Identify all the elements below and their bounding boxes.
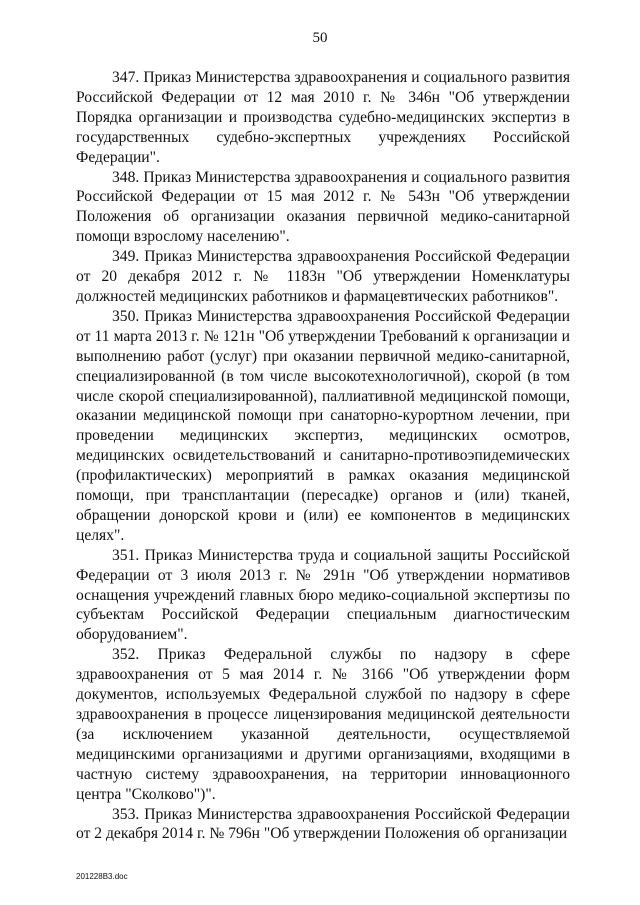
list-item: 348. Приказ Министерства здравоохранения и социального развития Российской Федерации от 15 мая 2012 г. № 543н "Об утверждении Положения об организации оказания первичной медико-санитарной помощи взрослому населению". xyxy=(76,168,570,246)
list-item: 349. Приказ Министерства здравоохранения Российской Федерации от 20 декабря 2012 г. № 1183н "Об утверждении Номенклатуры должностей медицинских работников и фармацевтических работников". xyxy=(76,248,570,305)
list-item: 351. Приказ Министерства труда и социальной защиты Российской Федерации от 3 июля 2013 г. № 291н "Об утверждении нормативов оснащения учреждений главных бюро медико-социальной экспертизы по субъектам Российской Федерации специальным диагностическим оборудованием". xyxy=(76,546,570,644)
list-item: 353. Приказ Министерства здравоохранения Российской Федерации от 2 декабря 2014 г. № 796н "Об утверждении Положения об организации xyxy=(76,805,570,843)
document-body xyxy=(76,68,570,844)
file-name-footer: 201228В3.doc xyxy=(76,872,128,881)
page-number: 50 xyxy=(312,30,328,46)
list-item: 347. Приказ Министерства здравоохранения и социального развития Российской Федерации от 12 мая 2010 г. № 346н "Об утверждении Порядка организации и производства судебно-медицинских экспертиз в государственных судебно-экспертных учреждениях Российской Федерации". xyxy=(76,69,570,166)
list-item: 352. Приказ Федеральной службы по надзору в сфере здравоохранения от 5 мая 2014 г. № 3166 "Об утверждении форм документов, используемых Федеральной службой по надзору в сфере здравоохранения в процессе лицензирования медицинской деятельности (за исключением указанной деятельности, осуществляемой медицинскими организациями и другими организациями, входящими в частную систему здравоохранения, на территории инновационного центра "Сколково")". xyxy=(76,646,570,803)
list-item: 350. Приказ Министерства здравоохранения Российской Федерации от 11 марта 2013 г. № 121н "Об утверждении Требований к организации и выполнению работ (услуг) при оказании первичной медико-санитарной, специализированной (в том числе высокотехнологичной), скорой (в том числе скорой специализированной), паллиативной медицинской помощи, оказании медицинской помощи при санаторно-курортном лечении, при проведении медицинских экспертиз, медицинских осмотров, медицинских освидетельствований и санитарно-противоэпидемических (профилактических) мероприятий в рамках оказания медицинской помощи, при трансплантации (пересадке) органов и (или) тканей, обращении донорской крови и (или) ее компонентов в медицинских целях". xyxy=(76,307,570,544)
